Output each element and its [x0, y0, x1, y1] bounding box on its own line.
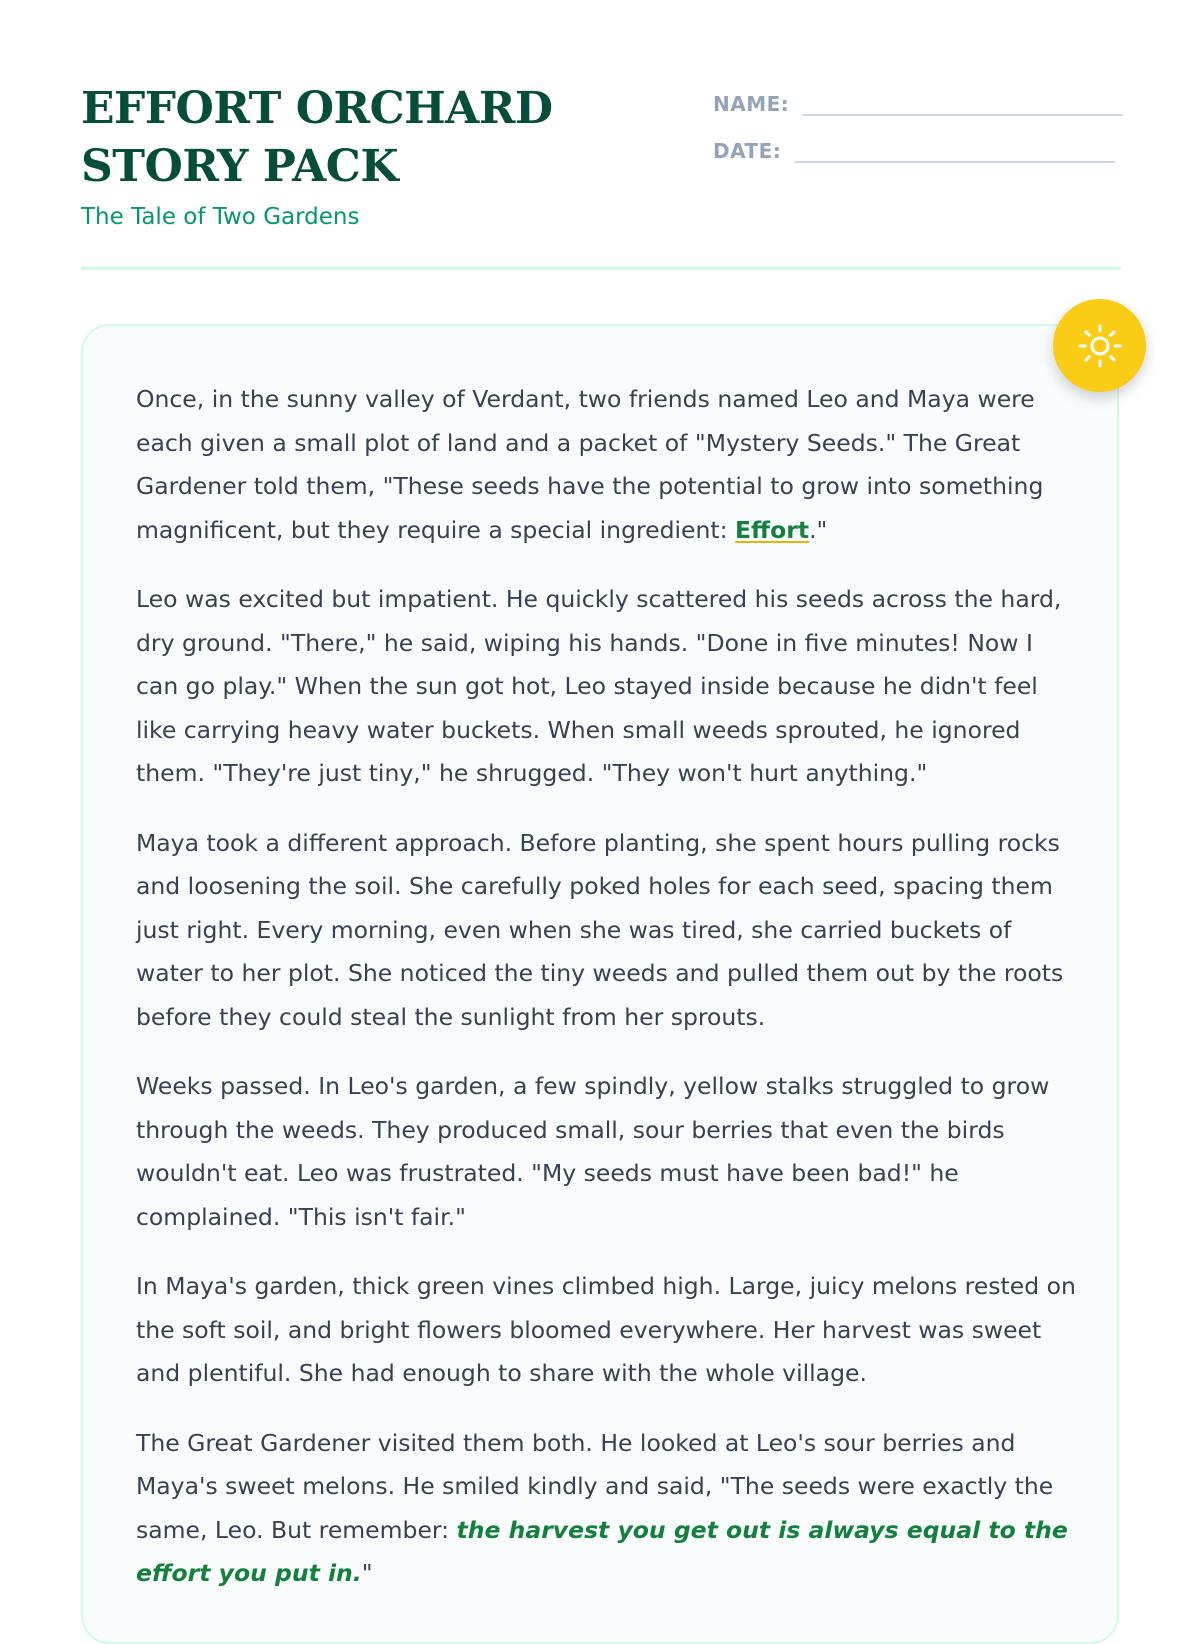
story-paragraph-2: Leo was excited but impatient. He quickly scattered his seeds across the hard, dry ground. "There," he said, wiping his hands. "Done in five minutes! Now I can go play." When the sun got hot, Leo stayed inside because he didn't feel like carrying heavy water buckets. When small weeds sprouted, he ignored them. "They're just tiny," he shrugged. "They won't hurt anything." [136, 585, 1062, 787]
name-label: NAME: [713, 92, 790, 116]
date-label: DATE: [713, 139, 782, 163]
page-title: EFFORT ORCHARD STORY PACK [81, 83, 553, 192]
page-subtitle: The Tale of Two Gardens [81, 204, 360, 230]
date-field-line[interactable] [795, 133, 1115, 163]
story-text [136, 378, 1076, 1622]
header-divider [81, 267, 1121, 270]
date-row [713, 133, 1123, 163]
story-paragraph-6 [136, 1422, 1076, 1596]
story-paragraph-3: Maya took a different approach. Before planting, she spent hours pulling rocks and loosening the soil. She carefully poked holes for each seed, spacing them just right. Every morning, even when she was tired, she carried buckets of water to her plot. She noticed the tiny weeds and pulled them out by the roots before they could steal the sunlight from her sprouts. [136, 828, 1064, 1031]
p6-closing: " [361, 1559, 373, 1587]
story-paragraph-5: In Maya's garden, thick green vines climbed high. Large, juicy melons rested on the soft soil, and bright flowers bloomed everywhere. Her harvest was sweet and plentiful. She had enough to share with the whole village. [136, 1272, 1076, 1387]
p6-text: The Great Gardener visited them both. He looked at Leo's sour berries and Maya's sweet melons. He smiled kindly and said, "The seeds were exactly the same, Leo. But remember: [136, 1428, 1054, 1544]
p1-text: Once, in the sunny valley of Verdant, two friends named Leo and Maya were each given a small plot of land and a packet of "Mystery Seeds." The Great Gardener told them, "These seeds have the potential to grow into something magnificent, but they require a special ingredient: [136, 385, 1044, 544]
story-moral: the harvest you get out is always equal to the effort you put in. [136, 1515, 1068, 1587]
story-paragraph-1 [136, 378, 1076, 552]
p1-closing: ." [809, 515, 828, 544]
effort-highlight: Effort [735, 515, 810, 544]
story-paragraph-4: Weeks passed. In Leo's garden, a few spindly, yellow stalks struggled to grow through the weeds. They produced small, sour berries that even the birds wouldn't eat. Leo was frustrated. "My seeds must have been bad!" he complained. "This isn't fair." [136, 1072, 1050, 1231]
sun-icon-graphic [1077, 323, 1123, 369]
name-field-line[interactable] [803, 86, 1123, 116]
name-row [713, 86, 1123, 116]
student-info [713, 86, 1123, 180]
